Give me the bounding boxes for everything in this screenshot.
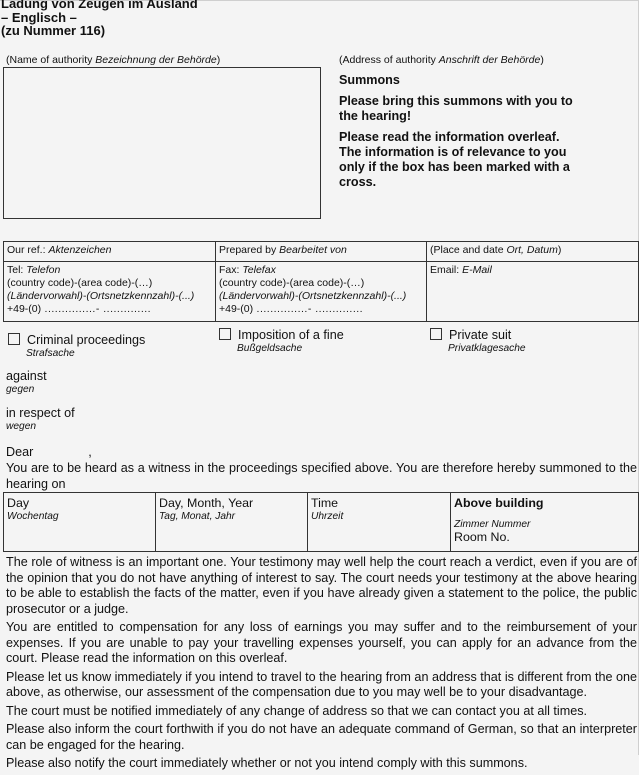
case-label: Private suit [449, 328, 512, 342]
authority-name-label [6, 54, 220, 66]
our-ref-label-de: Aktenzeichen [48, 244, 112, 256]
paragraph-interpreter: Please also inform the court forthwith if you do not have an adequate command of German, so that an interpreter can be engaged for the hearing. [6, 722, 637, 752]
tel-label: Tel: [7, 264, 27, 276]
tel-prefix: +49-(0) [7, 303, 42, 315]
tel-label-de: Telefon [26, 264, 61, 276]
tel-code-format: (country code)-(area code)-(…) [7, 277, 153, 289]
room-label-de: Zimmer Nummer [454, 519, 531, 530]
email-label: Email: [430, 264, 463, 276]
case-label-de: Privatklagesache [448, 343, 526, 354]
bring-summons-notice: Please bring this summons with you to the hearing! [339, 94, 573, 123]
tel-code-format-de: (Ländervorwahl)-(Ortsnetzkennzahl)-(...) [7, 290, 195, 302]
case-private-suit[interactable] [430, 328, 526, 355]
paragraph-notify-compliance: Please also notify the court immediately whether or not you intend comply with this summons. [6, 756, 528, 770]
fax-number-blank[interactable]: ...............- .............. [253, 303, 364, 315]
paragraph-compensation: You are entitled to compensation for any loss of earnings you may suffer and to the reimbursement of your expenses. If you are unable to pay your travelling expenses yourself, you can apply for an advance from the court. Please read the information on this overleaf. [6, 620, 637, 665]
day-cell[interactable] [4, 493, 156, 552]
room-cell[interactable] [451, 493, 639, 552]
our-ref-cell[interactable] [4, 242, 216, 262]
summons-notice [339, 73, 579, 196]
fax-prefix: +49-(0) [219, 303, 254, 315]
form-title-line-1: Ladung von Zeugen im Ausland [1, 0, 198, 11]
label-de: Bezeichnung der Behörde [95, 54, 217, 66]
read-overleaf-notice: Please read the information overleaf. The information is of relevance to you only if the box has been marked with a cross. [339, 130, 570, 189]
in-respect-of-label [6, 407, 75, 433]
case-label-de: Bußgeldsache [237, 343, 303, 354]
respect-en: in respect of [6, 406, 75, 420]
against-de: gegen [6, 384, 35, 395]
prepared-by-label: Prepared by [219, 244, 280, 256]
salutation-comma: , [88, 445, 92, 459]
place-date-close: ) [557, 244, 562, 256]
intro-text: You are to be heard as a witness in the proceedings specified above. You are therefore hereby summoned to the hearing on [6, 461, 637, 491]
time-label-de: Uhrzeit [311, 511, 344, 522]
email-cell[interactable] [427, 262, 639, 322]
hearing-intro [6, 461, 637, 495]
date-label-de: Tag, Monat, Jahr [159, 511, 236, 522]
building-label: Above building [454, 496, 544, 510]
form-title-line-2: – Englisch – [1, 9, 77, 25]
fax-code-format-de: (Ländervorwahl)-(Ortsnetzkennzahl)-(...) [219, 290, 407, 302]
against-label [6, 370, 47, 396]
fax-label-de: Telefax [242, 264, 276, 276]
label-en: (Address of authority [339, 54, 439, 66]
place-date-cell[interactable] [427, 242, 639, 262]
room-label: Room No. [454, 530, 510, 544]
fax-label: Fax: [219, 264, 243, 276]
paragraph-travel-address: Please let us know immediately if you intend to travel to the hearing from an address that is different from the one above, as otherwise, our assessment of the compensation due to you may well be to your disadvantage. [6, 669, 637, 699]
salutation-text: Dear [6, 445, 34, 459]
date-cell[interactable] [156, 493, 308, 552]
case-label: Imposition of a fine [238, 328, 344, 342]
hearing-schedule-table [3, 492, 639, 552]
tel-number-blank[interactable]: ...............- .............. [41, 303, 152, 315]
checkbox-private-suit[interactable] [430, 328, 442, 340]
authority-name-field[interactable] [3, 67, 321, 219]
form-title [1, 0, 198, 38]
checkbox-criminal[interactable] [8, 333, 20, 345]
day-label-de: Wochentag [7, 511, 59, 522]
time-label: Time [311, 496, 339, 510]
label-close: ) [216, 54, 221, 66]
checkbox-fine[interactable] [219, 328, 231, 340]
case-imposition-of-fine[interactable] [219, 328, 344, 355]
case-label: Criminal proceedings [27, 333, 146, 347]
reference-table [3, 241, 639, 322]
label-close: ) [540, 54, 544, 66]
prepared-by-label-de: Bearbeitet von [279, 244, 347, 256]
paragraph-witness-role: The role of witness is an important one. Your testimony may well help the court reach a verdict, even if you are of the opinion that you do not have anything of interest to say. The court needs your testimony at the above hearing to be able to establish the facts of the matter, even if you have already given a statement to the police, the public prosecutor or a judge. [6, 555, 637, 616]
respect-de: wegen [6, 421, 37, 432]
authority-address-label [339, 54, 544, 66]
our-ref-label: Our ref.: [7, 244, 49, 256]
case-label-de: Strafsache [26, 348, 75, 359]
fax-code-format: (country code)-(area code)-(…) [219, 277, 365, 289]
place-date-label-de: Ort, Datum [506, 244, 558, 256]
form-title-line-3: (zu Nummer 116) [1, 23, 106, 38]
time-cell[interactable] [308, 493, 451, 552]
paragraph-address-change: The court must be notified immediately of any change of address so that we can contact you at all times. [6, 703, 588, 718]
place-date-label: (Place and date [430, 244, 507, 256]
day-label: Day [7, 496, 30, 510]
case-criminal-proceedings[interactable] [8, 333, 145, 360]
telephone-cell[interactable] [4, 262, 216, 322]
date-label: Day, Month, Year [159, 496, 254, 510]
summons-title: Summons [339, 73, 400, 87]
email-label-de: E-Mail [462, 264, 492, 276]
label-de: Anschrift der Behörde [438, 54, 541, 66]
salutation [6, 445, 92, 459]
information-paragraphs [6, 555, 637, 775]
against-en: against [6, 369, 47, 383]
prepared-by-cell[interactable] [216, 242, 427, 262]
label-en: (Name of authority [6, 54, 96, 66]
fax-cell[interactable] [216, 262, 427, 322]
